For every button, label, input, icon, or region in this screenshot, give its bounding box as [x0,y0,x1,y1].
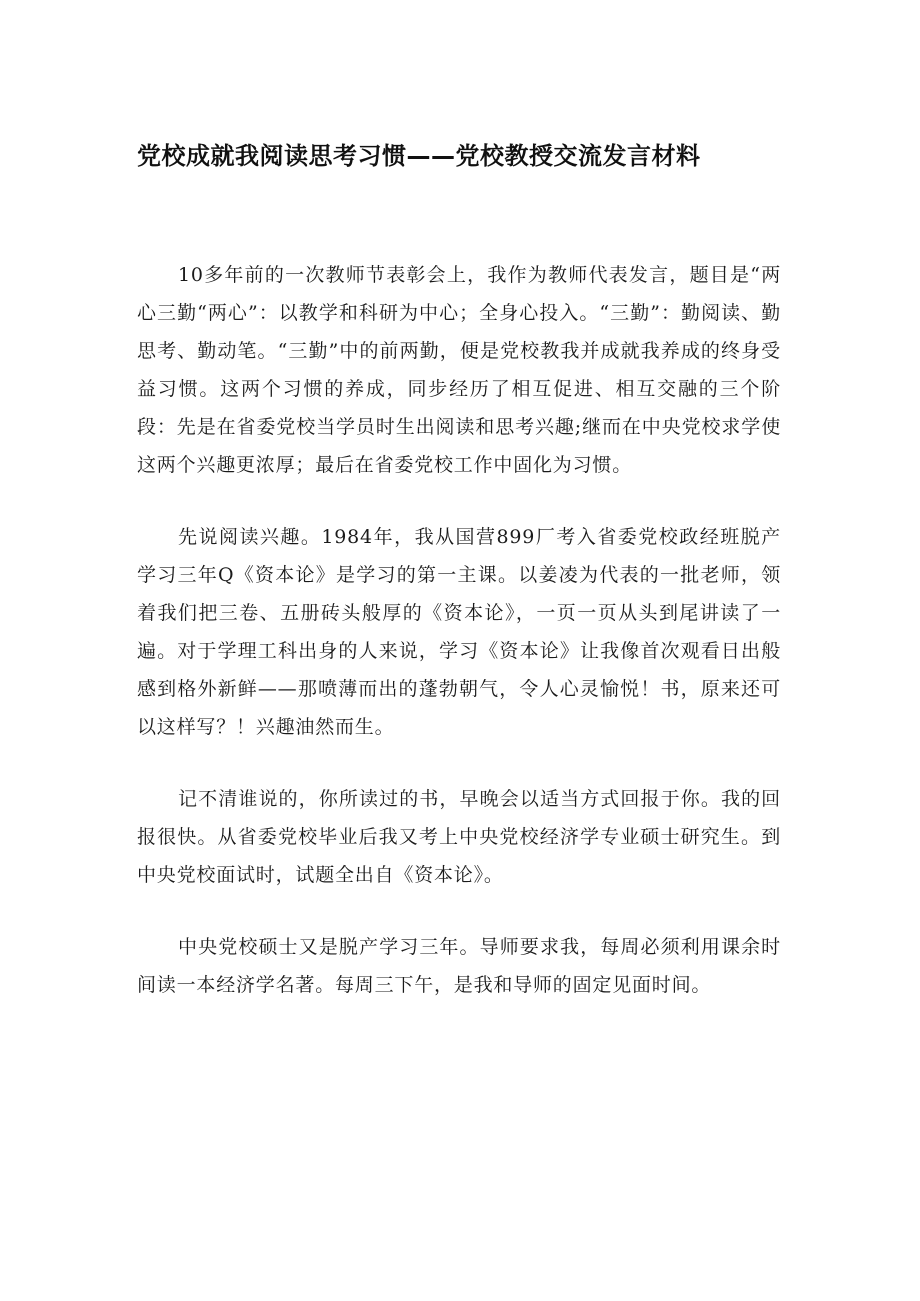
paragraph-1: 10多年前的一次教师节表彰会上，我作为教师代表发言，题目是“两心三勤“两心”：以教学和科研为中心；全身心投入。“三勤”：勤阅读、勤思考、勤动笔。“三勤”中的前两勤，便是党校教我并成就我养成的终身受益习惯。这两个习惯的养成，同步经历了相互促进、相互交融的三个阶段：先是在省委党校当学员时生出阅读和思考兴趣;继而在中央党校求学使这两个兴趣更浓厚；最后在省委党校工作中固化为习惯。 [137,264,781,476]
paragraph-3: 记不清谁说的，你所读过的书，早晚会以适当方式回报于你。我的回报很快。从省委党校毕业后我又考上中央党校经济学专业硕士研究生。到中央党校面试时，试题全出自《资本论》。 [137,788,781,886]
document-body [137,256,781,1038]
paragraph-2: 先说阅读兴趣。1984年，我从国营899厂考入省委党校政经班脱产学习三年Q《资本论》是学习的第一主课。以姜凌为代表的一批老师，领着我们把三卷、五册砖头般厚的《资本论》，一页一页从头到尾讲读了一遍。对于学理工科出身的人来说，学习《资本论》让我像首次观看日出般感到格外新鲜——那喷薄而出的蓬勃朝气，令人心灵愉悦！书，原来还可以这样写？！兴趣油然而生。 [137,526,781,738]
paragraph-4: 中央党校硕士又是脱产学习三年。导师要求我，每周必须利用课余时间读一本经济学名著。每周三下午，是我和导师的固定见面时间。 [137,936,781,996]
document-title: 党校成就我阅读思考习惯——党校教授交流发言材料 [137,142,701,171]
